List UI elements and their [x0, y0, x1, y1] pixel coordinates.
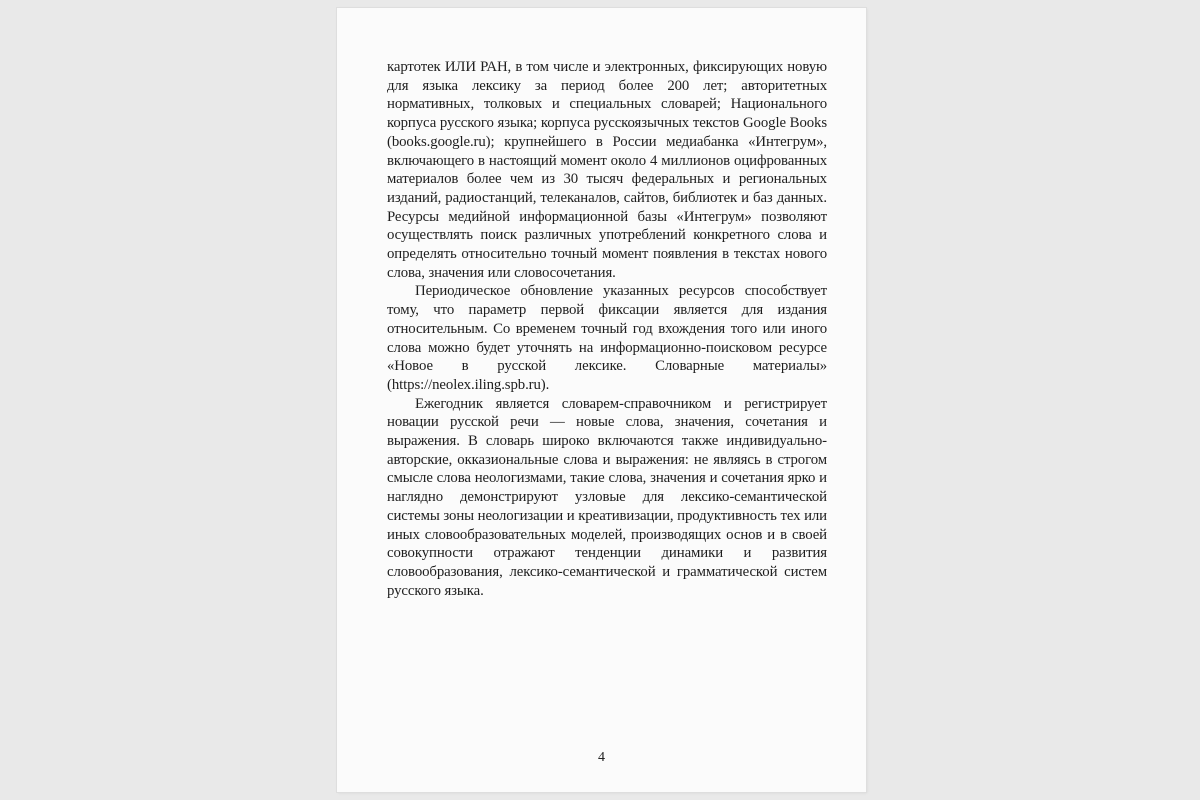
page-number: 4: [598, 750, 605, 765]
paragraph-1: картотек ИЛИ РАН, в том числе и электронных, фиксирующих новую для языка лексику за период более 200 лет; авторитетных нормативных, толковых и специальных словарей; Национального корпуса русского языка; корпуса русскоязычных текстов Google Books (books.google.ru); крупнейшего в России медиабанка «Интегрум», включающего в настоящий момент около 4 миллионов оцифрованных материалов более чем из 30 тысяч федеральных и региональных изданий, радиостанций, телеканалов, сайтов, библиотек и баз данных. Ресурсы медийной информационной базы «Интегрум» позволяют осуществлять поиск различных употреблений конкретного слова и определять относительно точный момент появления в текстах нового слова, значения или словосочетания.: [387, 59, 827, 281]
paragraph-3: Ежегодник является словарем-справочником и регистрирует новации русской речи — новые слова, значения, сочетания и выражения. В словарь широко включаются также индивидуально-авторские, окказиональные слова и выражения: не являясь в строгом смысле слова неологизмами, такие слова, значения и сочетания ярко и наглядно демонстрируют узловые для лексико-семантической системы зоны неологизации и креативизации, продуктивность тех или иных словообразовательных моделей, производящих основ и в своей совокупности отражают тенденции динамики и развития словообразования, лексико-семантической и грамматической систем русского языка.: [387, 395, 827, 599]
document-page: [337, 8, 866, 792]
document-body: [387, 58, 827, 600]
paragraph-2: Периодическое обновление указанных ресурсов способствует тому, что параметр первой фиксации является для издания относительным. Со временем точный год вхождения того или иного слова можно будет уточнять на информационно-поисковом ресурсе «Новое в русской лексике. Словарные материалы» (https://neolex.iling.spb.ru).: [387, 283, 827, 393]
